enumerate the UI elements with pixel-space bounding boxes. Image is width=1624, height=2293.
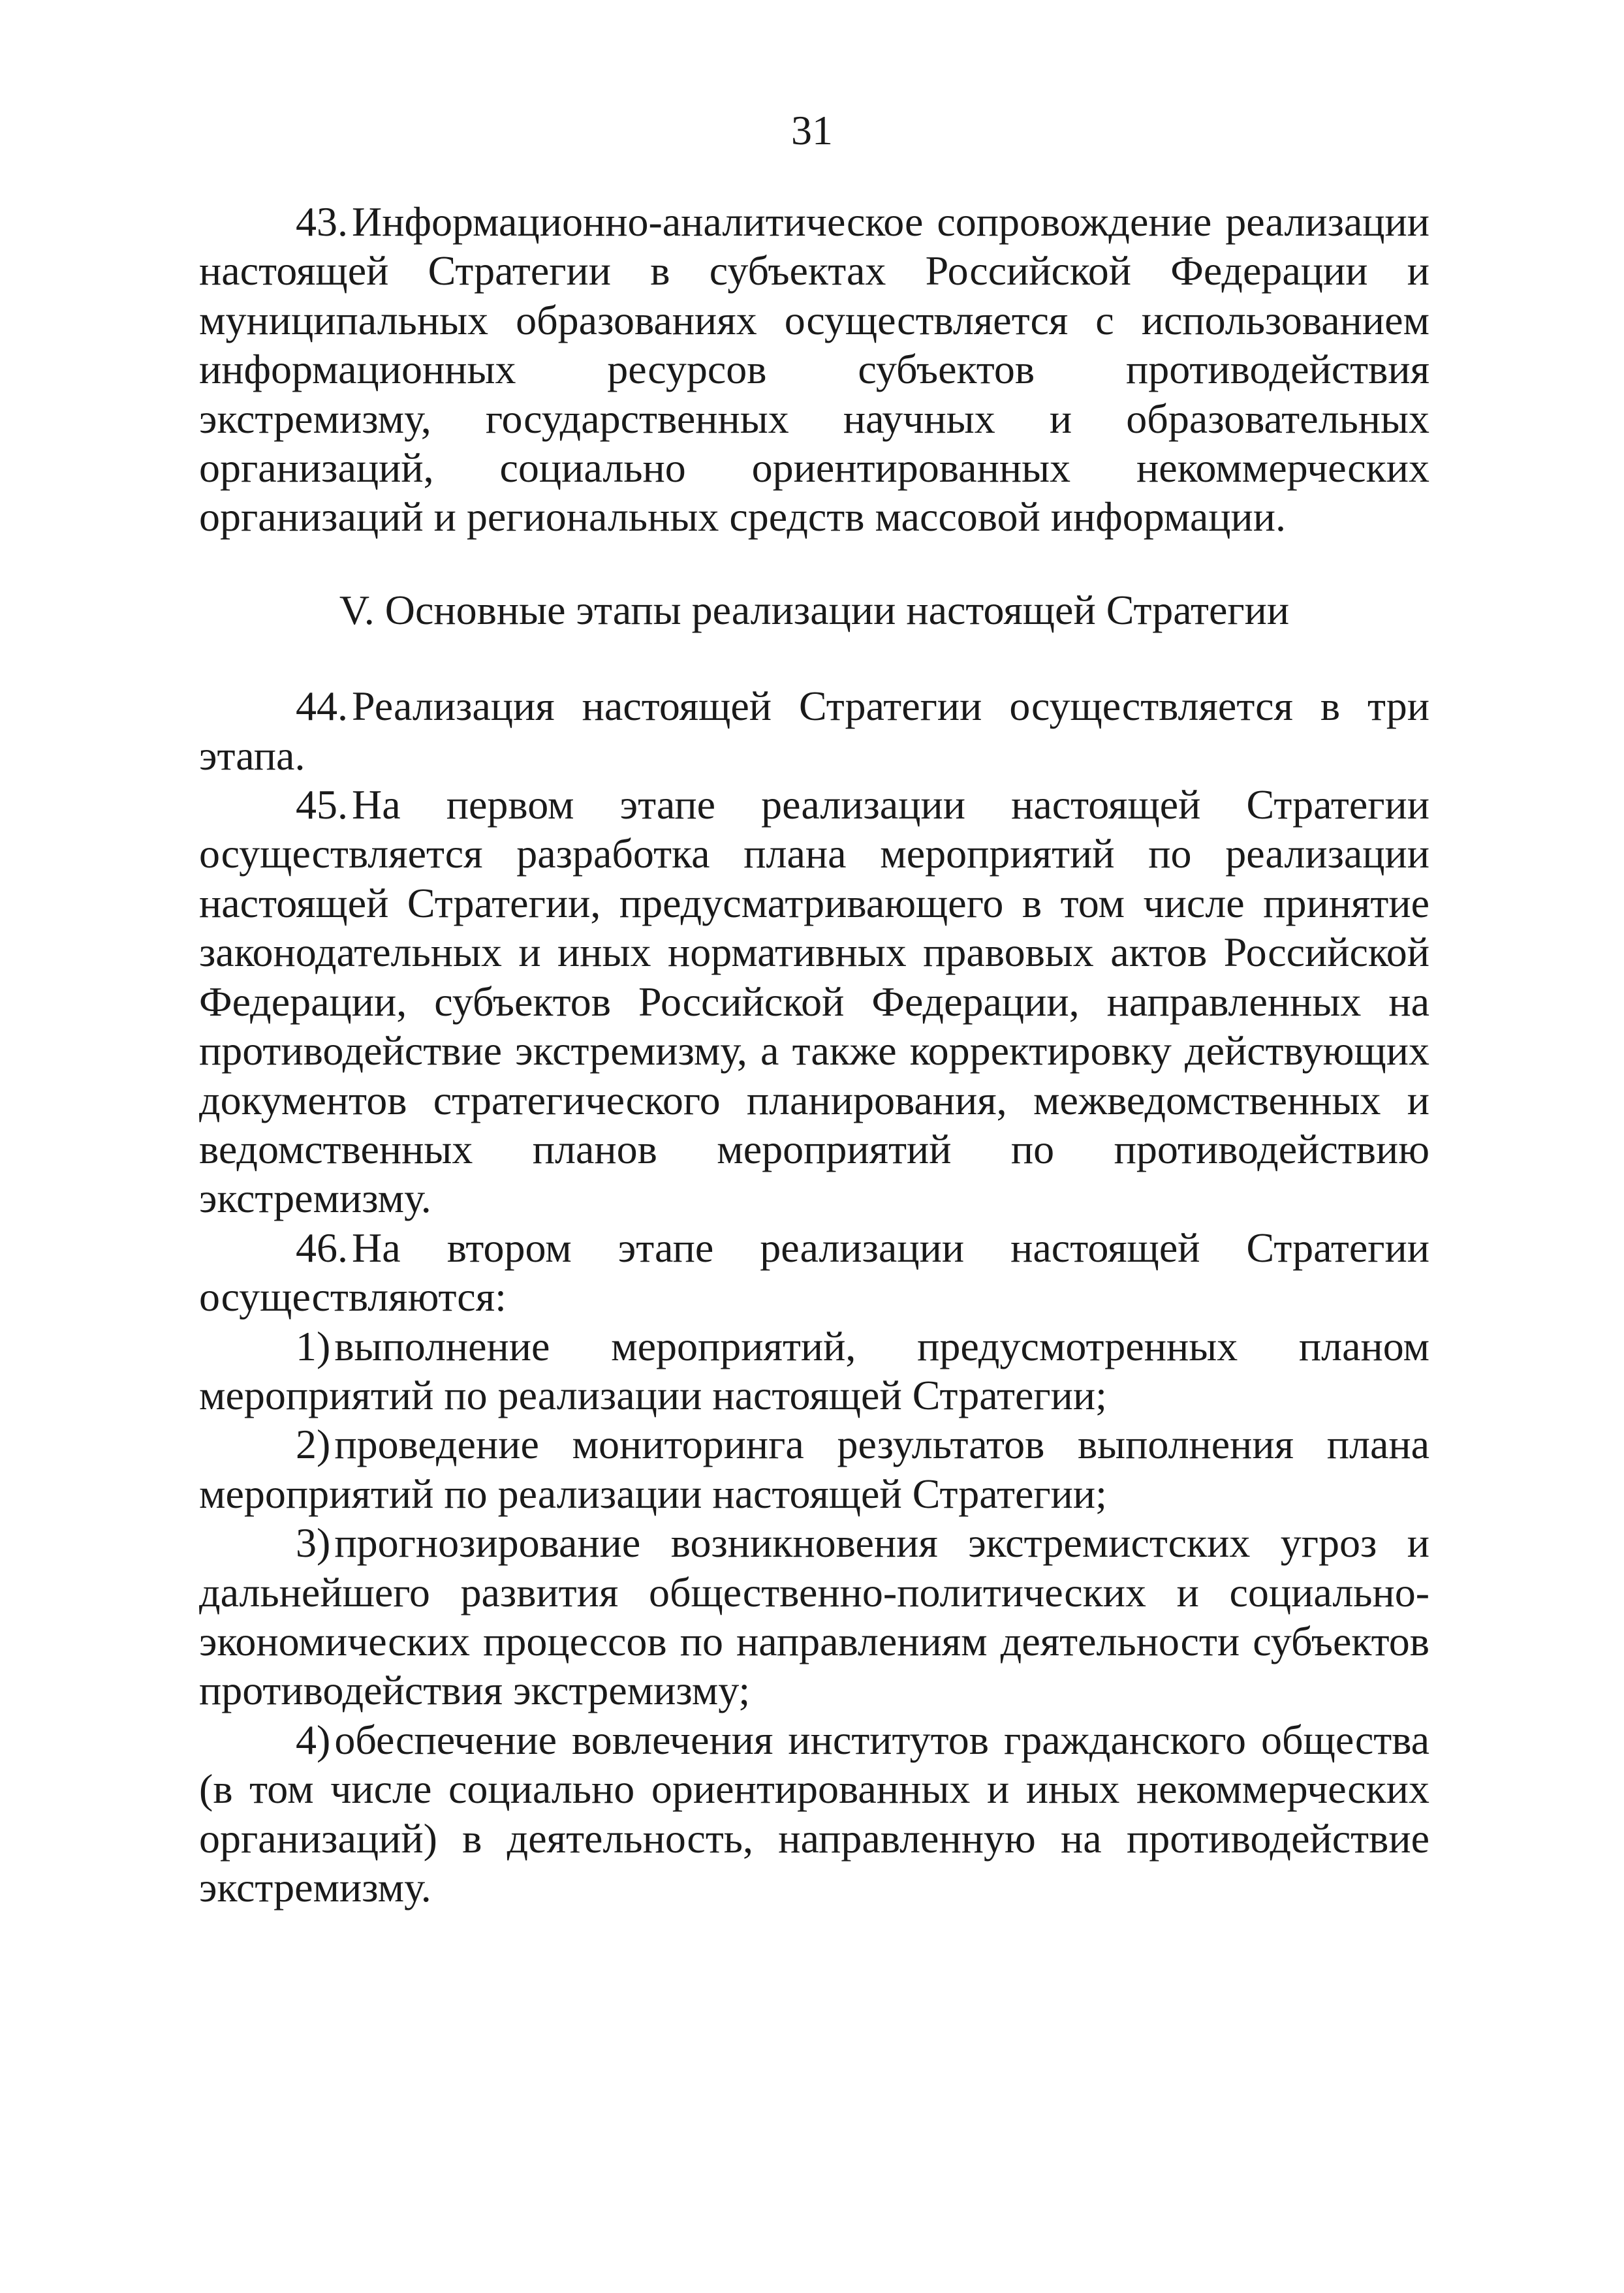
list-item-2 <box>199 1420 1429 1518</box>
paragraph-text: Информационно-аналитическое сопровождение реализации настоящей Стратегии в субъектах Российской Федерации и муниципальных образованиях осуществляется с использованием информационных ресурсов субъектов противодействия экстремизму, государственных научных и образовательных организаций, социально ориентированных некоммерческих организаций и региональных средств массовой информации. <box>199 198 1429 540</box>
section-heading: V. Основные этапы реализации настоящей Стратегии <box>339 586 1290 633</box>
paragraph-number: 43. <box>296 198 348 245</box>
page-number: 31 <box>791 107 833 153</box>
paragraph-number: 45. <box>296 781 348 828</box>
paragraph-46 <box>199 1223 1429 1322</box>
paragraph-number: 46. <box>296 1224 348 1271</box>
list-item-number: 4) <box>296 1716 331 1763</box>
list-item-number: 1) <box>296 1322 331 1369</box>
list-item-number: 2) <box>296 1421 331 1468</box>
paragraph-text: Реализация настоящей Стратегии осуществляется в три этапа. <box>199 683 1429 779</box>
list-item-number: 3) <box>296 1520 331 1567</box>
paragraph-number: 44. <box>296 683 348 730</box>
spacer <box>199 634 1429 681</box>
list-item-text: прогнозирование возникновения экстремистских угроз и дальнейшего развития общественно-политических и социально-экономических процессов по направлениям деятельности субъектов противодействия экстремизму; <box>199 1520 1429 1714</box>
list-item-1 <box>199 1322 1429 1420</box>
list-item-text: обеспечение вовлечения институтов гражданского общества (в том числе социально ориентированных и иных некоммерческих организаций) в деятельность, направленную на противодействие экстремизму. <box>199 1716 1429 1911</box>
list-item-4 <box>199 1715 1429 1912</box>
list-item-3 <box>199 1518 1429 1715</box>
paragraph-44 <box>199 681 1429 780</box>
spacer <box>199 542 1429 585</box>
paragraph-45 <box>199 780 1429 1223</box>
list-item-text: выполнение мероприятий, предусмотренных планом мероприятий по реализации настоящей Стратегии; <box>199 1322 1429 1418</box>
paragraph-text: На первом этапе реализации настоящей Стратегии осуществляется разработка плана мероприятий по реализации настоящей Стратегии, предусматривающего в том числе принятие законодательных и иных нормативных правовых актов Российской Федерации, субъектов Российской Федерации, направленных на противодействие экстремизму, а также корректировку действующих документов стратегического планирования, межведомственных и ведомственных планов мероприятий по противодействию экстремизму. <box>199 781 1429 1222</box>
paragraph-43 <box>199 197 1429 542</box>
document-body <box>199 197 1429 1912</box>
paragraph-text: На втором этапе реализации настоящей Стратегии осуществляются: <box>199 1224 1429 1320</box>
list-item-text: проведение мониторинга результатов выполнения плана мероприятий по реализации настоящей Стратегии; <box>199 1421 1429 1517</box>
